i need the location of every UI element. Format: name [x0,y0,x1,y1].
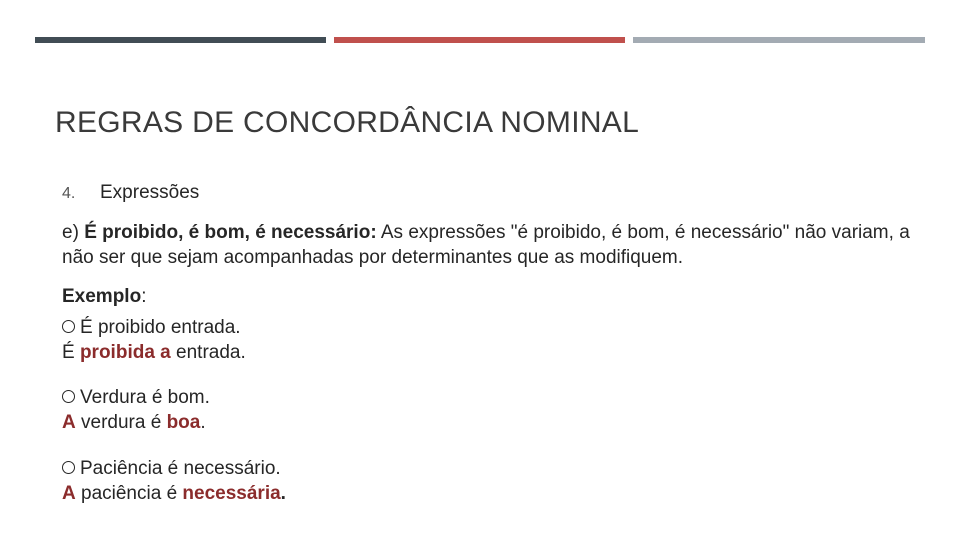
rule-prefix: e) [62,222,85,243]
example-word: Exemplo [62,286,142,307]
corrected-segment: A [62,483,76,504]
example-item-2 [62,385,210,435]
header-bar-dark [35,37,326,43]
example-corrected [62,340,246,365]
circle-outline-icon [62,320,75,333]
corrected-segment: entrada. [170,342,246,363]
corrected-segment: A [62,412,76,433]
rule-bold: É proibido, é bom, é necessário: [84,222,377,243]
example-corrected [62,481,286,506]
slide-title: REGRAS DE CONCORDÂNCIA NOMINAL [55,106,640,139]
example-original-line [62,456,286,481]
example-item-3 [62,456,286,506]
rule-text: As expressões "é proibido, é bom, é necessário" não variam, a não ser que sejam acompanhadas por determinantes que as modifiquem. [62,222,910,268]
section-label: Expressões [100,182,200,203]
corrected-segment: . [200,412,206,433]
corrected-segment: necessária [182,483,281,504]
corrected-segment: paciência é [75,483,183,504]
corrected-segment: verdura é [75,412,167,433]
section-heading [62,182,199,204]
example-original: Paciência é necessário. [80,458,281,479]
example-original: É proibido entrada. [80,317,241,338]
corrected-segment: proibida a [79,342,171,363]
example-colon: : [141,286,147,307]
example-original-line [62,315,246,340]
header-bar-red [334,37,625,43]
corrected-segment: boa [166,412,201,433]
corrected-segment: . [280,483,286,504]
example-corrected [62,410,210,435]
example-original: Verdura é bom. [80,387,210,408]
circle-outline-icon [62,390,75,403]
circle-outline-icon [62,461,75,474]
corrected-segment: É [62,342,80,363]
rule-paragraph [62,220,932,270]
example-label [62,286,146,308]
example-item-1 [62,315,246,365]
example-original-line [62,385,210,410]
header-bar-gray [633,37,925,43]
section-number: 4. [62,185,76,202]
